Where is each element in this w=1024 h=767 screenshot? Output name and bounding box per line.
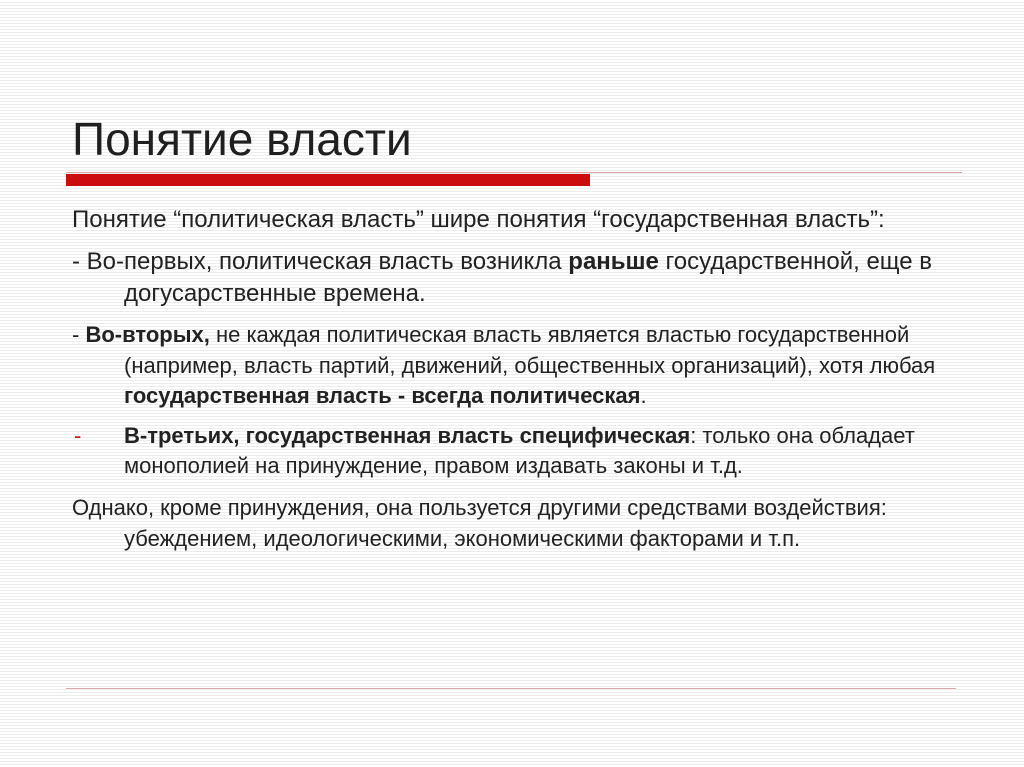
- paragraph-second: [72, 320, 952, 412]
- paragraph-third-suffix: : только она обладает монополией на принуждение, правом издавать законы и т.д.: [124, 422, 915, 478]
- paragraph-conclusion: [72, 492, 952, 554]
- title-underline-accent: [66, 174, 590, 186]
- paragraph-second-prefix: -: [72, 322, 86, 347]
- paragraph-conclusion-text: Однако, кроме принуждения, она пользуется другими средствами воздействия: убеждением, идеологическими, экономическими факторами и т.п.: [72, 494, 887, 551]
- paragraph-first: [72, 246, 952, 310]
- paragraph-second-bold-tail: государственная власть - всегда политическая: [124, 383, 641, 408]
- paragraph-intro: [72, 204, 952, 236]
- paragraph-second-suffix: .: [640, 383, 647, 408]
- paragraph-first-prefix: - Во-первых, политическая власть возникла: [72, 248, 569, 275]
- slide-title: Понятие власти: [72, 113, 412, 165]
- slide-body: [72, 204, 952, 554]
- bullet-dash-icon: -: [74, 422, 82, 448]
- paragraph-second-middle: не каждая политическая власть является властью государственной (например, власть партий, движений, общественных организаций), хотя любая: [124, 322, 936, 378]
- paragraph-third-bold: В-третьих, государственная власть специфическая: [124, 422, 691, 448]
- title-underline-thin: [66, 172, 962, 173]
- paragraph-third: [72, 421, 952, 482]
- paragraph-intro-text: Понятие “политическая власть” шире понятия “государственная власть”:: [72, 206, 885, 233]
- paragraph-first-suffix: государственной, еще в догусарственные времена.: [124, 248, 933, 307]
- paragraph-second-bold-lead: Во-вторых,: [85, 322, 210, 347]
- footer-divider: [66, 688, 956, 689]
- paragraph-first-bold: раньше: [568, 248, 659, 275]
